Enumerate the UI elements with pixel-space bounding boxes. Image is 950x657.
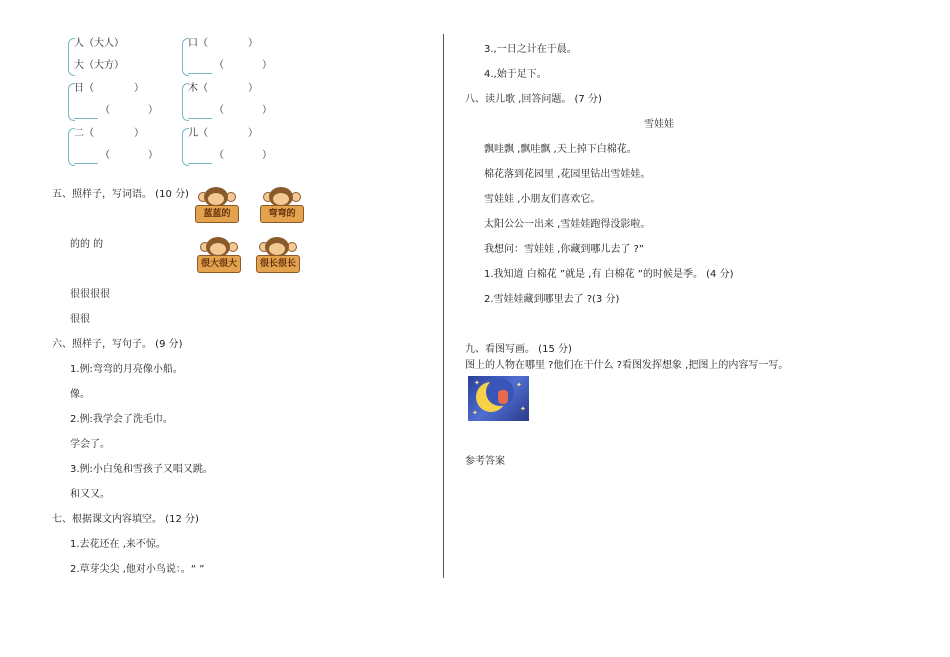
blank-line [74, 118, 98, 119]
brace-line: 二（ [74, 128, 94, 139]
close-paren: ） [262, 105, 272, 116]
sentence-line: 和又又。 [70, 489, 110, 500]
brace-line: 木（ [188, 83, 208, 94]
section-8-title: 八、读儿歌 ,回答问题。 (7 分) [465, 94, 602, 105]
fill-line: 4.,始于足下。 [484, 69, 547, 80]
pattern-text: 很很很很 [70, 289, 110, 300]
monkey-label: 很长很长 [256, 255, 300, 273]
monkey-card [197, 237, 239, 277]
brace-line: （ [100, 150, 110, 161]
monkey-label: 很大很大 [197, 255, 241, 273]
blank-line [74, 163, 98, 164]
fill-line: 1.去花还在 ,来不惊。 [70, 539, 166, 550]
brace-line: 口（ [188, 38, 208, 49]
question-1: 1.我知道 白棉花 ”就是 ,有 白棉花 ”的时候是季。 (4 分) [484, 269, 734, 280]
section-6-title: 六、照样子，写句子。 (9 分) [52, 339, 183, 350]
fill-line: 2.草芽尖尖 ,他对小鸟说：。“ ” [70, 564, 205, 575]
section-9-prompt: 图上的人物在哪里 ?他们在干什么 ?看图发挥想象 ,把图上的内容写一写。 [465, 360, 789, 371]
column-divider [443, 34, 444, 578]
sentence-line: 1.例:弯弯的月亮像小船。 [70, 364, 183, 375]
monkey-label: 蓝蓝的 [195, 205, 239, 223]
poem-title: 雪娃娃 [644, 119, 674, 130]
monkey-label: 弯弯的 [260, 205, 304, 223]
close-paren: ） [148, 105, 158, 116]
section-7-title: 七、根据课文内容填空。 (12 分) [52, 514, 199, 525]
sentence-line: 像。 [70, 389, 90, 400]
brace-line: 人（大人） [74, 38, 124, 49]
sentence-line: 2.例:我学会了洗毛巾。 [70, 414, 173, 425]
brace-line: （ [214, 60, 224, 71]
poem-line: 飘哇飘 ,飘哇飘 ,天上掉下白棉花。 [484, 144, 637, 155]
monkey-card [256, 237, 298, 277]
close-paren: ） [248, 128, 258, 139]
brace-line: 儿（ [188, 128, 208, 139]
blank-line [188, 163, 212, 164]
poem-line: 棉花落到花园里 ,花园里钻出雪娃娃。 [484, 169, 651, 180]
monkey-card [195, 187, 237, 227]
answer-key-heading: 参考答案 [465, 456, 505, 467]
close-paren: ） [134, 128, 144, 139]
brace-line: （ [214, 150, 224, 161]
pattern-text: 的的 的 [70, 239, 104, 250]
pattern-text: 很很 [70, 314, 90, 325]
blank-line [188, 73, 212, 74]
poem-line: 太阳公公一出来 ,雪娃娃跑得没影啦。 [484, 219, 651, 230]
poem-line: 雪娃娃 ,小朋友们喜欢它。 [484, 194, 601, 205]
brace-line: （ [214, 105, 224, 116]
close-paren: ） [262, 150, 272, 161]
brace-line: 日（ [74, 83, 94, 94]
poem-line: 我想问：雪娃娃 ,你藏到哪儿去了 ?” [484, 244, 645, 255]
close-paren: ） [134, 83, 144, 94]
sentence-line: 学会了。 [70, 439, 110, 450]
close-paren: ） [248, 38, 258, 49]
moon-picture: ✦ ✦ ✦ ✦ [468, 376, 529, 421]
section-5-title: 五、照样子，写词语。 (10 分) [52, 189, 189, 200]
fill-line: 3.,一日之计在于晨。 [484, 44, 577, 55]
question-2: 2.雪娃娃藏到哪里去了 ?(3 分) [484, 294, 620, 305]
close-paren: ） [248, 83, 258, 94]
section-9-title: 九、看图写画。 (15 分) [465, 344, 572, 355]
brace-line: 大（大方） [74, 60, 124, 71]
sentence-line: 3.例:小白兔和雪孩子又唱又跳。 [70, 464, 213, 475]
close-paren: ） [262, 60, 272, 71]
close-paren: ） [148, 150, 158, 161]
monkey-card [260, 187, 302, 227]
brace-line: （ [100, 105, 110, 116]
blank-line [188, 118, 212, 119]
